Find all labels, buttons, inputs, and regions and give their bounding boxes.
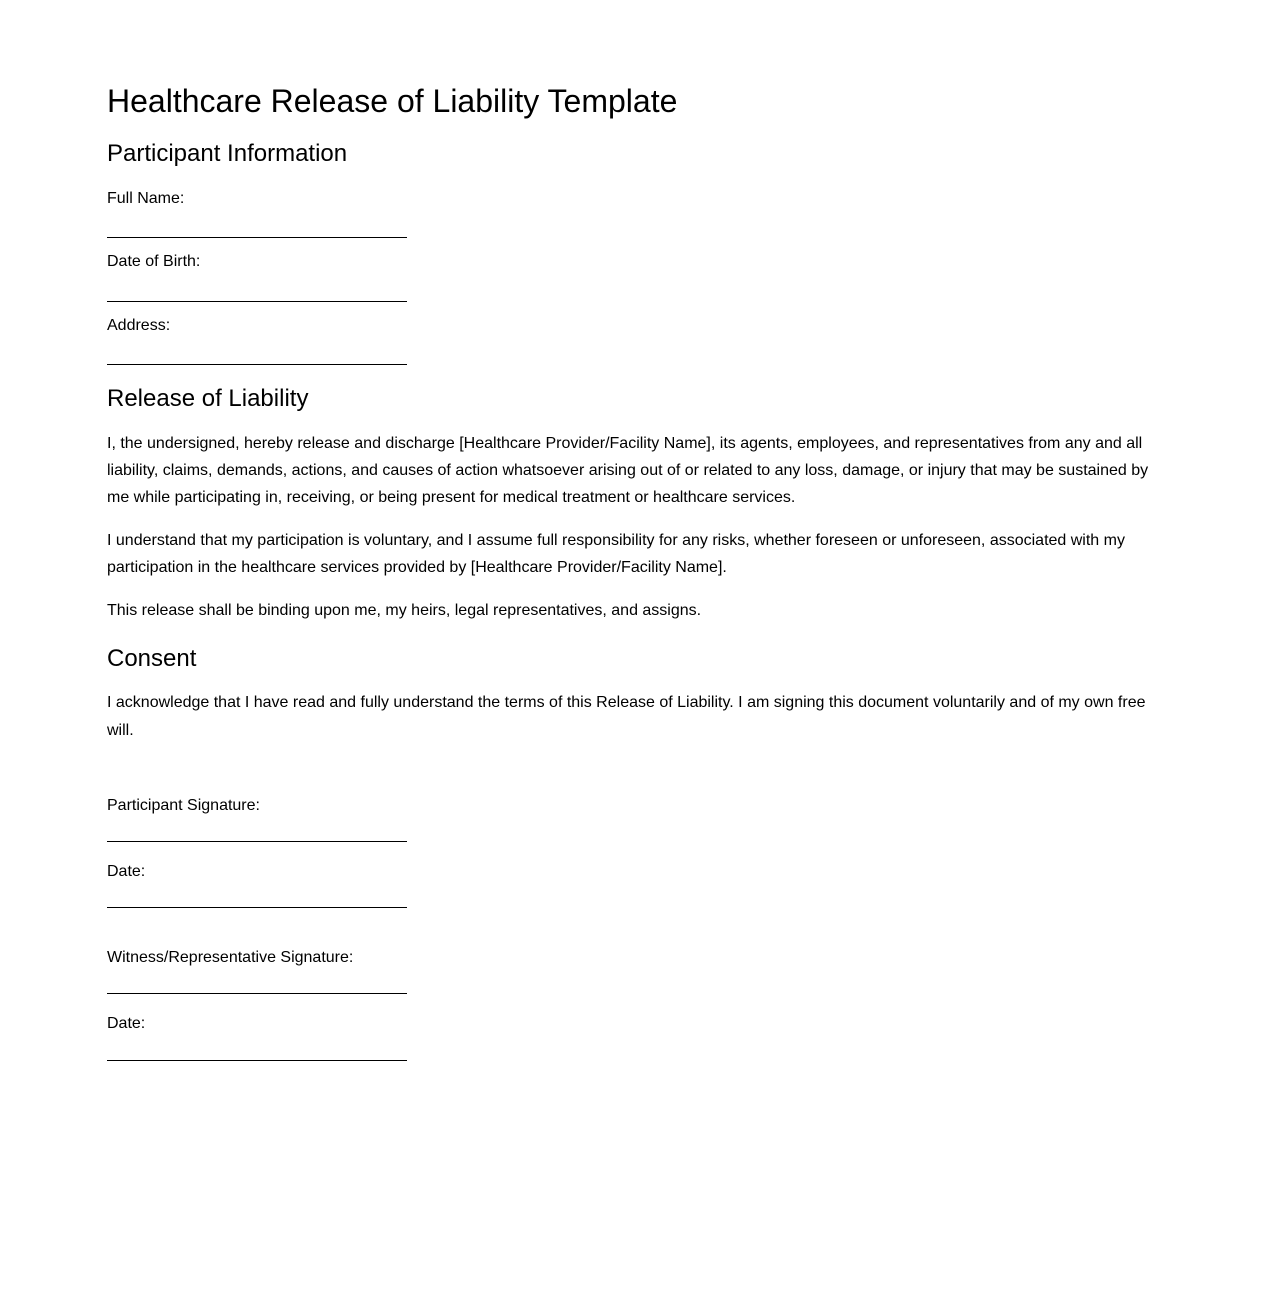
- field-participant-signature: [107, 792, 1167, 842]
- field-witness-date: [107, 1010, 1167, 1060]
- address-label: Address:: [107, 316, 171, 334]
- participant-date-label: Date:: [107, 863, 146, 881]
- consent-heading: Consent: [107, 644, 197, 672]
- release-paragraph-2: I understand that my participation is voluntary, and I assume full responsibility for any risks, whether foreseen or unforeseen, associated with my participation in the healthcare services provided by [Healthcare Provider/Facility Name].: [107, 532, 1125, 577]
- full-name-line[interactable]: [107, 237, 407, 238]
- participant-information-heading: Participant Information: [107, 140, 348, 168]
- release-paragraph-1: I, the undersigned, hereby release and discharge [Healthcare Provider/Facility Name], its agents, employees, and representatives from any and all liability, claims, demands, actions, and causes of action whatsoever arising out of or related to any loss, damage, or injury that may be sustained by me while participating in, receiving, or being present for medical treatment or healthcare services.: [107, 434, 1149, 506]
- release-of-liability-heading: Release of Liability: [107, 384, 309, 412]
- document-page: [107, 0, 1167, 1195]
- field-witness-signature: [107, 944, 1167, 994]
- witness-signature-line[interactable]: [107, 993, 407, 994]
- date-of-birth-label: Date of Birth:: [107, 253, 201, 271]
- field-date-of-birth: [107, 248, 1167, 301]
- witness-signature-group: [107, 944, 1167, 1060]
- section-participant-information: [107, 140, 1167, 364]
- document-title: Healthcare Release of Liability Template: [107, 83, 678, 119]
- field-address: [107, 312, 1167, 365]
- field-full-name: [107, 185, 1167, 238]
- address-line[interactable]: [107, 364, 407, 365]
- witness-date-line[interactable]: [107, 1060, 407, 1061]
- witness-date-label: Date:: [107, 1015, 146, 1033]
- participant-info-fields: [107, 185, 1167, 365]
- section-consent: [107, 645, 1167, 744]
- release-paragraph-3: This release shall be binding upon me, my heirs, legal representatives, and assigns.: [107, 602, 702, 620]
- date-of-birth-line[interactable]: [107, 301, 407, 302]
- participant-date-line[interactable]: [107, 907, 407, 908]
- consent-paragraph: I acknowledge that I have read and fully understand the terms of this Release of Liability. I am signing this document voluntarily and of my own free will.: [107, 694, 1146, 739]
- full-name-label: Full Name:: [107, 190, 185, 208]
- section-signatures: [107, 792, 1167, 1061]
- section-release-of-liability: [107, 385, 1167, 625]
- participant-signature-group: [107, 792, 1167, 908]
- field-participant-date: [107, 858, 1167, 908]
- participant-signature-label: Participant Signature:: [107, 796, 260, 814]
- witness-signature-label: Witness/Representative Signature:: [107, 949, 354, 967]
- participant-signature-line[interactable]: [107, 841, 407, 842]
